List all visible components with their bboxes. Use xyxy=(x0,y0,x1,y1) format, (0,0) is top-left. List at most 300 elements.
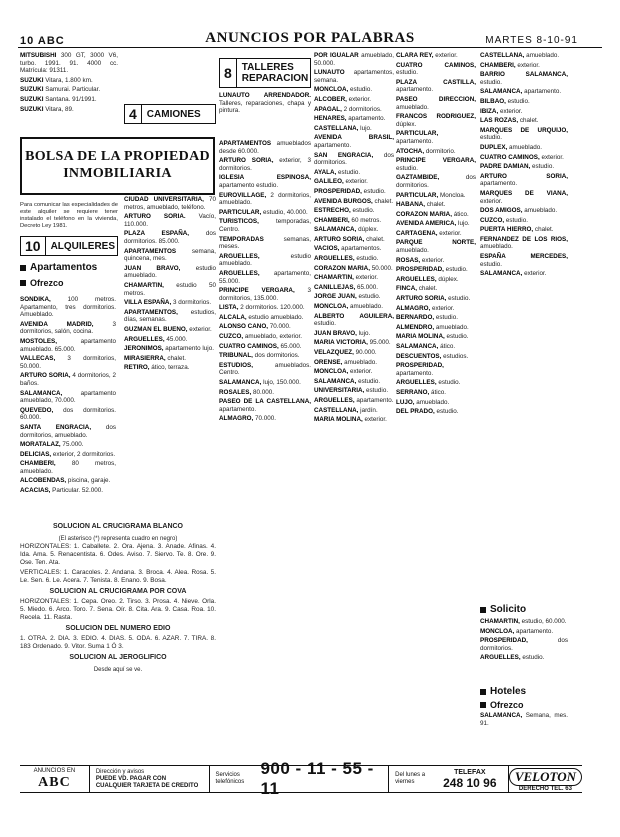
list-item xyxy=(20,321,116,336)
list-item xyxy=(124,230,216,245)
abc-block xyxy=(20,766,90,792)
ad-keyword: ARGUELLES, xyxy=(396,379,437,387)
ad-text: exterior. xyxy=(437,229,462,237)
list-item xyxy=(314,339,394,347)
ad-keyword: PUERTA HIERRO, xyxy=(480,226,534,234)
ad-keyword: ARTURO SORIA, xyxy=(396,295,447,303)
ad-keyword: ARGUELLES, xyxy=(314,396,355,404)
column-hoteles xyxy=(480,712,568,752)
list-item xyxy=(314,293,394,301)
ad-text: 2 dormitorios. xyxy=(341,105,382,113)
ad-text: estudio. xyxy=(434,314,458,322)
list-item xyxy=(20,355,116,370)
list-item xyxy=(314,284,394,292)
ad-text: amueblados. Centro. xyxy=(219,361,311,377)
ad-text: apartamento lujo. xyxy=(163,345,214,353)
ad-keyword: MONCLOA, xyxy=(314,368,349,376)
ad-text: amueblado. xyxy=(480,243,513,251)
list-item xyxy=(124,364,216,372)
ad-keyword: MARIA MOLINA, xyxy=(314,416,363,424)
ad-text: Samurai. Particular. xyxy=(43,86,101,94)
ad-keyword: VALLECAS, xyxy=(20,355,56,363)
page-header xyxy=(0,0,620,46)
list-item xyxy=(219,157,311,172)
ad-text: 75.000. xyxy=(60,441,84,449)
list-item xyxy=(314,265,394,273)
list-item xyxy=(480,154,568,162)
list-item xyxy=(480,62,568,70)
list-item xyxy=(314,96,394,104)
ad-keyword: CHAMBERI, xyxy=(314,216,350,224)
footer-banner xyxy=(20,759,582,798)
list-item xyxy=(20,86,118,94)
ad-text: 80 metros, amueblado. xyxy=(20,460,116,475)
list-item xyxy=(314,125,394,133)
ad-keyword: JERONIMOS, xyxy=(124,345,164,353)
list-item xyxy=(480,98,568,106)
ad-keyword: ARGUELLES, xyxy=(219,252,260,260)
payment-line: CUALQUIER TARJETA DE CREDITO xyxy=(95,782,199,789)
ad-keyword: CUATRO CAMINOS, xyxy=(480,153,540,161)
banner-line2: INMOBILIARIA xyxy=(63,166,172,181)
ad-keyword: MONCLOA, xyxy=(314,303,349,311)
list-item xyxy=(396,379,476,387)
ad-text: estudio. xyxy=(504,216,528,224)
subhead-solicito xyxy=(480,604,526,615)
ad-text: amueblado, exterior. xyxy=(243,333,302,341)
list-item xyxy=(396,239,476,254)
ad-keyword: MARIA VICTORIA, xyxy=(314,339,368,347)
ad-text: exterior. xyxy=(420,256,445,264)
abc-top: ANUNCIOS EN xyxy=(33,768,76,774)
list-item xyxy=(396,353,476,361)
ad-text: estudio. xyxy=(505,97,530,105)
ad-keyword: ARTURO SORIA. xyxy=(124,213,186,221)
list-item xyxy=(124,326,216,334)
ad-keyword: ARTURO SORIA, xyxy=(20,372,71,380)
list-item xyxy=(20,96,118,104)
list-item xyxy=(314,106,394,114)
list-item xyxy=(20,424,116,439)
list-item xyxy=(396,257,476,265)
ad-keyword: MARIA MOLINA, xyxy=(396,333,445,341)
list-item xyxy=(219,314,311,322)
ad-text: estudio. xyxy=(348,86,373,94)
ad-text: 65.000. xyxy=(278,342,302,350)
issue-date: MARTES 8-10-91 xyxy=(485,35,578,46)
ad-text: estudio amueblado. xyxy=(124,264,216,280)
ad-keyword: CORAZON MARIA, xyxy=(396,210,452,218)
list-item xyxy=(314,198,394,206)
ad-keyword: CLARA REY, xyxy=(396,52,434,59)
ad-keyword: IBIZA, xyxy=(480,107,499,115)
ad-text: 4 dormitorios, 2 baños. xyxy=(20,372,116,387)
ad-keyword: VELAZQUEZ, xyxy=(314,349,354,356)
telefax-caption: Del lunes a viernes xyxy=(395,772,426,785)
list-item xyxy=(314,359,394,367)
ad-text: amueblado. xyxy=(524,52,560,59)
list-item xyxy=(314,134,394,149)
list-item xyxy=(314,330,394,338)
ad-keyword: SALAMANCA, xyxy=(314,226,357,234)
ad-keyword: PLAZA CASTILLA, xyxy=(396,78,476,86)
list-item xyxy=(219,287,311,302)
ad-text: Moncloa. xyxy=(438,191,466,199)
ad-keyword: PROSPERIDAD, xyxy=(480,637,528,645)
list-item xyxy=(124,282,216,297)
list-item xyxy=(396,230,476,238)
ad-text: amueblado. xyxy=(342,358,378,366)
talleres-ads xyxy=(219,92,311,136)
ad-keyword: DEL PRADO, xyxy=(396,408,435,416)
ad-text: estudio. xyxy=(444,333,469,341)
ad-text: dos dormitorios. xyxy=(252,352,300,360)
ad-text: 70.000. xyxy=(253,415,277,423)
ad-text: exterior. xyxy=(430,304,455,312)
list-item xyxy=(20,106,118,112)
ad-text: 70.000. xyxy=(267,323,291,331)
ad-keyword: PARTICULAR, xyxy=(219,208,262,216)
payment-block xyxy=(90,766,210,792)
ad-keyword: IGLESIA ESPINOSA, xyxy=(219,174,311,182)
list-item xyxy=(314,169,394,177)
ad-keyword: CUATRO CAMINOS, xyxy=(396,61,476,69)
ad-text: amueblado. xyxy=(396,103,429,111)
list-item xyxy=(314,368,394,376)
list-item xyxy=(219,398,311,413)
ad-keyword: CASTELLANA, xyxy=(480,52,525,59)
subhead-hoteles xyxy=(480,686,526,697)
ad-keyword: FRANCOS RODRIGUEZ, xyxy=(396,113,476,121)
ad-keyword: ARGUELLES, xyxy=(219,269,260,277)
ad-keyword: CHAMBERI, xyxy=(480,61,516,69)
list-item xyxy=(480,637,568,652)
ad-text: amueblado. xyxy=(507,143,542,151)
list-item xyxy=(314,387,394,395)
list-item xyxy=(396,201,476,209)
ad-keyword: AVENIDA MADRID, xyxy=(20,320,94,328)
ad-text: apartamento. xyxy=(219,405,257,413)
ad-text: chalet. xyxy=(417,285,438,293)
list-item xyxy=(480,88,568,96)
column-apartamentos-a xyxy=(20,296,116,511)
ad-keyword: ROSALES, xyxy=(219,388,252,396)
ad-keyword: ALONSO CANO, xyxy=(219,323,268,331)
list-item xyxy=(20,296,116,319)
ad-text: apartamento. xyxy=(396,86,434,94)
ad-text: Semana, mes. 91. xyxy=(480,712,568,727)
list-item xyxy=(396,62,476,77)
ad-keyword: MONCLOA, xyxy=(480,627,515,635)
list-item xyxy=(20,460,116,475)
ad-keyword: EUROVILLAGE, xyxy=(219,191,267,199)
ad-keyword: VILLA ESPAÑA, xyxy=(124,299,172,307)
puzzle-solutions xyxy=(20,520,216,750)
ad-keyword: SUZUKI xyxy=(20,95,44,103)
list-item xyxy=(396,276,476,284)
bullet-square-icon xyxy=(480,607,486,613)
list-item xyxy=(480,108,568,116)
ad-text: dos dormitorios. 60.000. xyxy=(20,406,116,422)
list-item xyxy=(314,303,394,311)
ad-text: 2 dormitorios. 120.000. xyxy=(238,304,305,312)
bullet-square-icon xyxy=(20,280,26,286)
list-item xyxy=(396,295,476,303)
ad-keyword: ARGUELLES, xyxy=(396,275,437,283)
ad-text: exterior. xyxy=(515,61,540,69)
list-item xyxy=(396,148,476,156)
ad-text: dos dormitorios. xyxy=(480,637,568,652)
ad-keyword: LAS ROZAS, xyxy=(480,117,519,125)
ad-text: estudios. xyxy=(441,352,469,360)
ad-text: exterior. xyxy=(498,107,523,115)
ad-text: exterior, 2 dormitorios. xyxy=(51,450,116,458)
ad-keyword: SONDIKA, xyxy=(20,296,51,303)
ad-keyword: JUAN BRAVO, xyxy=(124,264,181,272)
ad-keyword: ARGUELLES, xyxy=(314,255,355,263)
ad-text: exterior. xyxy=(362,416,387,424)
ad-keyword: ARGUELLES, xyxy=(480,654,521,662)
ad-text: apartamento. xyxy=(480,180,518,188)
telefax-label: TELEFAX xyxy=(454,768,486,776)
ad-keyword: ACACIAS, xyxy=(20,487,51,495)
ad-keyword: PLAZA ESPAÑA, xyxy=(124,230,190,238)
payment-line: PUEDE VD. PAGAR CON xyxy=(95,775,167,782)
ad-keyword: PROSPERIDAD, xyxy=(396,362,444,370)
ad-keyword: SALAMANCA, xyxy=(480,88,523,96)
ad-keyword: MIRASIERRA, xyxy=(124,354,166,362)
ad-keyword: CHAMARTIN, xyxy=(480,618,520,625)
ad-text: 2 dormitorios, amueblado. xyxy=(219,191,311,207)
ad-text: lujo, 150.000. xyxy=(261,379,301,387)
ad-text: chalet. xyxy=(372,197,394,205)
list-item xyxy=(396,174,476,189)
subhead-label: Ofrezco xyxy=(30,278,64,288)
ad-keyword: RETIRO, xyxy=(124,364,150,372)
ad-text: exterior. xyxy=(522,270,547,278)
ad-text: estudio amueblado. xyxy=(246,313,304,321)
ad-text: 90.000. xyxy=(353,349,377,356)
list-item xyxy=(396,96,476,111)
column-apartamentos-c xyxy=(219,140,311,833)
list-item xyxy=(480,173,568,188)
solution-text: 1. OTRA. 2. DIA. 3. EDIO. 4. DIAS. 5. ODA. 6. AZAR. 7. TIRA. 8. 183 Ordenado. 9. Vitor. Suma 1 Ó 3. xyxy=(20,635,216,650)
ad-keyword: MORATALAZ, xyxy=(20,441,61,449)
ad-text: exterior. xyxy=(480,197,503,205)
ad-keyword: ATOCHA, xyxy=(396,147,425,155)
list-item xyxy=(396,314,476,322)
bolsa-inmobiliaria-banner xyxy=(20,137,215,195)
ad-text: estudio. xyxy=(520,654,545,662)
list-item xyxy=(314,69,394,84)
list-item xyxy=(124,336,216,344)
list-item xyxy=(219,236,311,251)
ad-text: apartamento. xyxy=(314,141,352,149)
ad-keyword: PARQUE NORTE, xyxy=(396,239,476,247)
list-item xyxy=(480,654,568,662)
list-item xyxy=(314,378,394,386)
ad-text: piscina, garaje. xyxy=(66,477,111,485)
ad-keyword: CIUDAD UNIVERSITARIA, xyxy=(124,196,204,203)
subhead-ofrezco xyxy=(20,278,64,288)
ad-text: dos dormitorios, amueblado. xyxy=(20,423,116,439)
ad-keyword: CANILLEJAS, xyxy=(314,283,356,291)
ad-keyword: DELICIAS, xyxy=(20,450,52,458)
ad-keyword: SAN ENGRACIA, xyxy=(314,151,374,159)
bullet-square-icon xyxy=(480,689,486,695)
section-label-line2: REPARACION xyxy=(241,73,309,84)
list-item xyxy=(314,217,394,225)
ad-keyword: GALILEO, xyxy=(314,178,344,186)
ad-keyword: PARTICULAR, xyxy=(396,130,439,138)
ad-keyword: ARTURO SORIA, xyxy=(314,235,365,243)
list-item xyxy=(396,389,476,397)
solution-title: SOLUCION AL JEROGLIFICO xyxy=(69,654,167,661)
ad-keyword: SUZUKI xyxy=(20,86,44,94)
payment-line: Dirección y avisos xyxy=(95,768,145,775)
ad-text: estudio 50 metros. xyxy=(124,281,216,297)
ad-text: estudio, 40.000. xyxy=(261,208,308,216)
phone-number: 900 - 11 - 55 - 11 xyxy=(260,759,374,798)
ad-keyword: ARTURO SORIA, xyxy=(480,172,568,180)
ad-keyword: DUPLEX, xyxy=(480,143,508,151)
subhead-label: Solicito xyxy=(490,604,527,615)
ad-text: ático, terraza. xyxy=(149,364,190,372)
ad-text: estudio, 60.000. xyxy=(519,618,567,625)
ad-text: dormitorio. xyxy=(424,147,456,155)
solution-text: Desde aquí se ve. xyxy=(93,667,143,673)
ad-keyword: HENARES, xyxy=(314,115,347,123)
list-item xyxy=(20,441,116,449)
list-item xyxy=(480,127,568,142)
list-item xyxy=(219,389,311,397)
advertiser-block xyxy=(509,766,582,792)
list-item xyxy=(314,245,394,253)
ad-text: 3 dormitorios, 135.000. xyxy=(219,287,311,302)
ad-text: estudio. xyxy=(480,78,503,86)
list-item xyxy=(20,372,116,387)
list-item xyxy=(20,52,118,75)
subhead-label: Apartamentos xyxy=(30,262,98,273)
list-item xyxy=(314,274,394,282)
ad-keyword: ALMAGRO, xyxy=(396,304,431,312)
list-item xyxy=(219,343,311,351)
ad-text: dos dormitorios. 85.000. xyxy=(124,230,216,245)
section-number: 8 xyxy=(220,59,237,87)
list-item xyxy=(124,248,216,263)
ad-keyword: ALBERTO AGUILERA, xyxy=(314,312,394,320)
list-item xyxy=(20,451,116,459)
ad-text: apartamento. xyxy=(396,137,434,145)
list-item xyxy=(314,188,394,196)
ad-keyword: SALAMANCA, xyxy=(314,377,357,385)
ad-keyword: TURISTICOS, xyxy=(219,218,259,226)
ad-text: estudio. xyxy=(350,207,375,215)
ad-keyword: APARTAMENTOS xyxy=(219,140,272,147)
list-item xyxy=(314,397,394,405)
ad-text: dúplex. xyxy=(356,226,379,234)
ad-text: estudio. xyxy=(356,377,381,385)
solution-title: SOLUCION DEL NUMERO EDIO xyxy=(65,625,171,632)
list-item xyxy=(396,220,476,228)
ad-keyword: ESTUDIOS, xyxy=(219,361,253,369)
list-item xyxy=(396,113,476,128)
ad-text: jardín. xyxy=(358,406,378,414)
list-item xyxy=(219,379,311,387)
list-item xyxy=(219,253,311,268)
list-item xyxy=(219,333,311,341)
list-item xyxy=(314,313,394,328)
list-item xyxy=(396,305,476,313)
ad-keyword: AVENIDA BRASIL, xyxy=(314,134,394,142)
ad-text: exterior. xyxy=(348,368,373,376)
ad-text: amueblado. xyxy=(434,323,469,331)
ad-keyword: APAGAL, xyxy=(314,105,342,113)
ad-keyword: GAZTAMBIDE, xyxy=(396,174,440,182)
ad-keyword: CUZCO, xyxy=(219,333,244,341)
banner-line1: BOLSA DE LA PROPIEDAD xyxy=(25,149,210,164)
ad-text: estudio. xyxy=(356,293,381,301)
ad-text: Vacío, 110.000. xyxy=(124,213,216,228)
ad-text: semanas, meses. xyxy=(219,235,311,251)
ad-keyword: ARGUELLES, xyxy=(124,335,165,343)
ad-text: Vitara, 1.800 km. xyxy=(43,76,93,84)
bullet-square-icon xyxy=(20,265,26,271)
ad-text: exterior. xyxy=(433,52,458,59)
list-item xyxy=(480,52,568,60)
ad-keyword: AVENIDA BURGOS, xyxy=(314,197,373,205)
ad-keyword: SALAMANCA, xyxy=(480,712,523,719)
ad-text: apartamento. xyxy=(514,627,554,635)
ad-text: 3 dormitorios, 50.000. xyxy=(20,355,116,370)
ad-keyword: SALAMANCA, xyxy=(20,389,63,397)
ad-keyword: GUZMAN EL BUENO, xyxy=(124,325,188,333)
ad-keyword: PRINCIPE VERGARA, xyxy=(396,157,476,165)
list-item xyxy=(314,416,394,424)
list-item xyxy=(480,190,568,205)
ad-keyword: FINCA, xyxy=(396,285,417,293)
ad-text: estudio. xyxy=(446,295,471,303)
list-item xyxy=(396,343,476,351)
ad-text: 60 metros. xyxy=(349,216,382,224)
ad-text: exterior. xyxy=(353,274,379,282)
list-item xyxy=(124,196,216,211)
ad-text: exterior. xyxy=(187,325,212,333)
list-item xyxy=(124,265,216,280)
list-item xyxy=(396,399,476,407)
ad-keyword: SUZUKI xyxy=(20,105,44,112)
solution-text: VERTICALES: 1. Caracoles. 2. Andana. 3. Broca. 4. Alea. Rosa. 5. Le. Sen. 6. Le. Acera. 7. Tenista. 8. Enano. 9. Bosa. xyxy=(20,569,216,584)
ad-text: chalet. xyxy=(165,354,186,362)
ad-keyword: LISTA, xyxy=(219,304,239,312)
telefax-block xyxy=(389,766,509,792)
ad-keyword: CHAMARTIN, xyxy=(314,274,354,282)
ad-text: estudio. xyxy=(336,168,361,176)
ad-text: estudio. xyxy=(436,379,461,387)
ad-keyword: ESPAÑA MERCEDES, xyxy=(480,253,568,261)
ad-keyword: FERNANDEZ DE LOS RIOS, xyxy=(480,235,568,243)
ad-text: exterior, 3 dormitorios. xyxy=(219,157,311,172)
list-item xyxy=(314,349,394,357)
ad-text: estudio. xyxy=(480,134,503,142)
ad-text: estudio. xyxy=(396,164,419,172)
ad-keyword: SALAMANCA, xyxy=(396,343,439,350)
ad-keyword: CHAMBERI, xyxy=(20,460,56,468)
list-item xyxy=(480,628,568,636)
section-number: 10 xyxy=(21,237,46,255)
solution-title: SOLUCION AL CRUCIGRAMA BLANCO xyxy=(52,523,183,530)
ad-keyword: SANTA ENGRACIA, xyxy=(20,423,92,431)
